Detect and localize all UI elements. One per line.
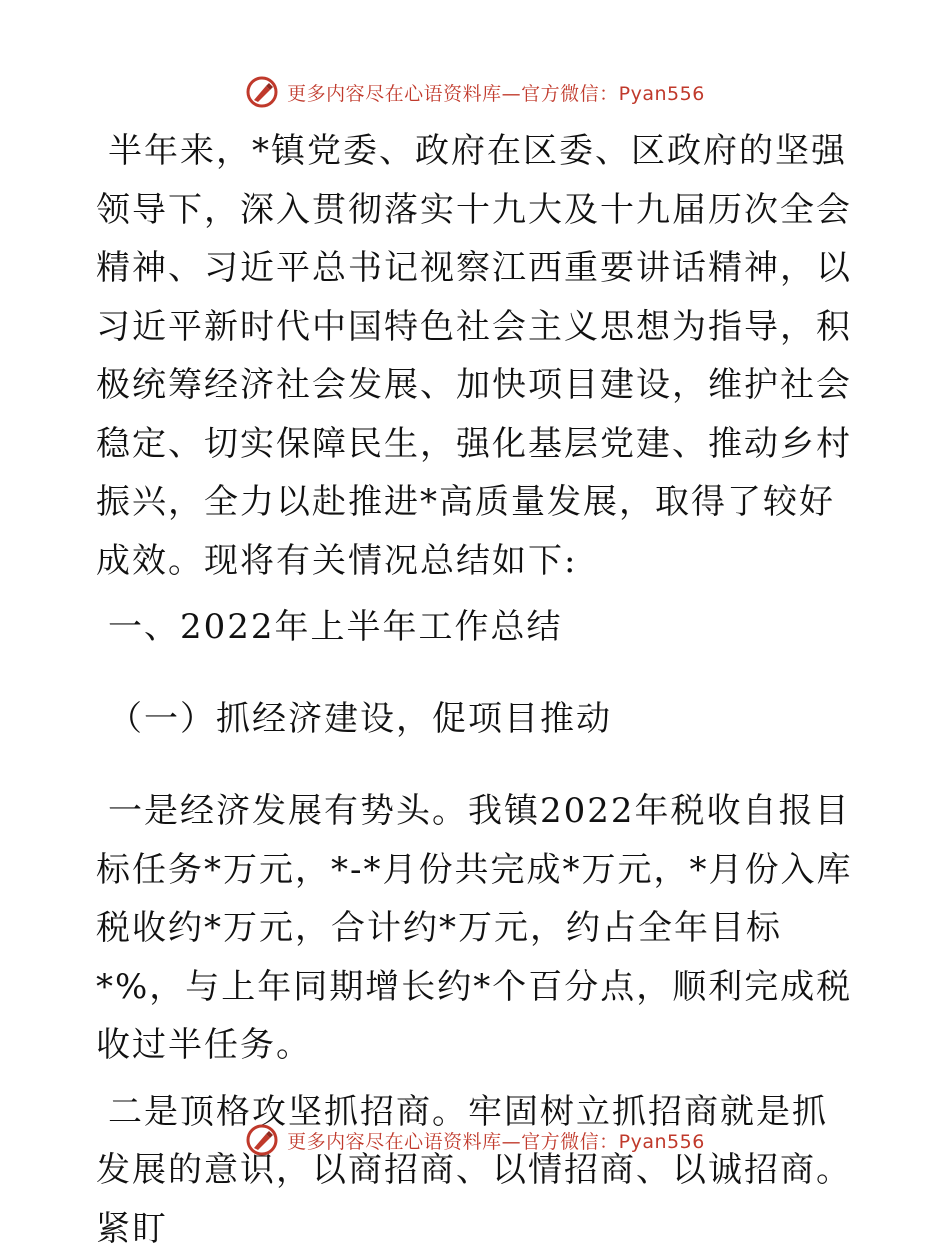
- subsection-heading: （一）抓经济建设，促项目推动: [96, 690, 856, 748]
- watermark-banner-bottom: [0, 1120, 950, 1160]
- section-heading: 一、2022年上半年工作总结: [96, 598, 856, 656]
- watermark-banner-top: [0, 72, 950, 112]
- pen-logo-icon: [245, 75, 279, 109]
- watermark-text: 更多内容尽在心语资料库—官方微信：Pyan556: [287, 1127, 705, 1154]
- pen-logo-icon: [245, 1123, 279, 1157]
- document-body: [96, 122, 856, 1258]
- body-paragraph-1: 一是经济发展有势头。我镇2022年税收自报目标任务*万元，*-*月份共完成*万元，*月份入库税收约*万元，合计约*万元，约占全年目标*%，与上年同期增长约*个百分点，顺利完成税收过半任务。: [96, 782, 856, 1075]
- body-paragraph-2: 二是顶格攻坚抓招商。牢固树立抓招商就是抓发展的意识，以商招商、以情招商、以诚招商。紧盯: [96, 1083, 856, 1258]
- intro-paragraph: 半年来，*镇党委、政府在区委、区政府的坚强领导下，深入贯彻落实十九大及十九届历次全会精神、习近平总书记视察江西重要讲话精神，以习近平新时代中国特色社会主义思想为指导，积极统筹经济社会发展、加快项目建设，维护社会稳定、切实保障民生，强化基层党建、推动乡村振兴，全力以赴推进*高质量发展，取得了较好成效。现将有关情况总结如下:: [96, 122, 856, 590]
- watermark-text: 更多内容尽在心语资料库—官方微信：Pyan556: [287, 79, 705, 106]
